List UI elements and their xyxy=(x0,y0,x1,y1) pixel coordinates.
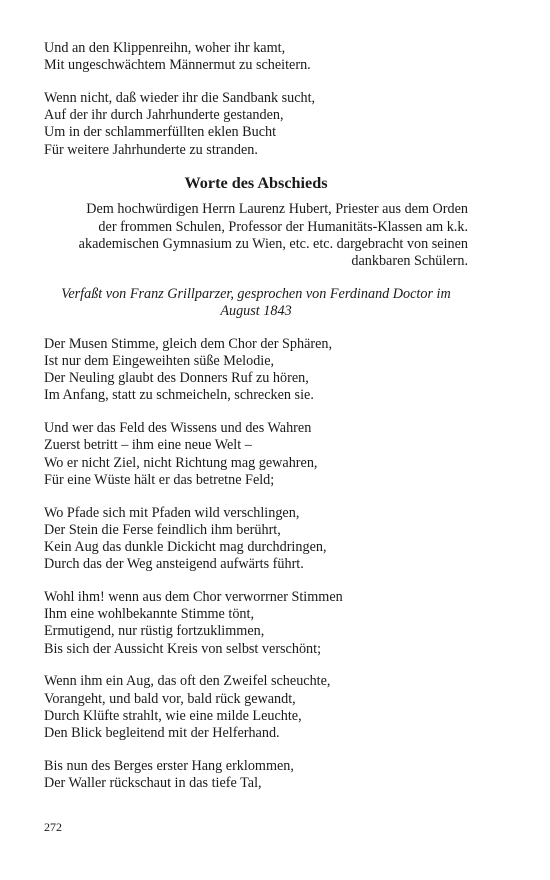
attribution-line: Verfaßt von Franz Grillparzer, gesprochen von Ferdinand Doctor im xyxy=(61,285,451,302)
verse-line: Ist nur dem Eingeweihten süße Melodie, xyxy=(44,353,275,370)
verse-line: Wo Pfade sich mit Pfaden wild verschlingen, xyxy=(44,504,300,521)
verse-line: Durch Klüfte strahlt, wie eine milde Leuchte, xyxy=(44,707,302,724)
dedication-line: Dem hochwürdigen Herrn Laurenz Hubert, Priester aus dem Orden xyxy=(86,201,468,218)
dedication-line: der frommen Schulen, Professor der Humanitäts-Klassen am k.k. xyxy=(98,218,468,235)
verse-line: Zuerst betritt – ihm eine neue Welt – xyxy=(44,437,252,454)
stanza xyxy=(44,589,468,658)
attribution-line: August 1843 xyxy=(220,303,292,320)
verse-line: Mit ungeschwächtem Männermut zu scheitern. xyxy=(44,57,311,74)
verse-line: Ihm eine wohlbekannte Stimme tönt, xyxy=(44,606,255,623)
stanza xyxy=(44,336,468,405)
verse-line: Wohl ihm! wenn aus dem Chor verworrner Stimmen xyxy=(44,589,343,606)
page-body xyxy=(44,40,468,808)
verse-line: Bis sich der Aussicht Kreis von selbst verschönt; xyxy=(44,640,322,657)
verse-line: Wenn nicht, daß wieder ihr die Sandbank sucht, xyxy=(44,90,316,106)
verse-line: Wenn ihm ein Aug, das oft den Zweifel scheuchte, xyxy=(44,673,331,690)
stanza xyxy=(44,90,468,159)
verse-line: Und wer das Feld des Wissens und des Wahren xyxy=(44,420,312,437)
verse-line: Ermutigend, nur rüstig fortzuklimmen, xyxy=(44,623,265,640)
verse-line: Um in der schlammerfüllten eklen Bucht xyxy=(44,124,277,141)
verse-line: Vorangeht, und bald vor, bald rück gewandt, xyxy=(44,690,296,707)
verse-line: Der Waller rückschaut in das tiefe Tal, xyxy=(44,775,262,792)
attribution xyxy=(44,286,468,320)
verse-line: Für eine Wüste hält er das betretne Feld; xyxy=(44,471,275,488)
dedication xyxy=(44,201,468,270)
dedication-line: dankbaren Schülern. xyxy=(351,253,468,270)
verse-line: Der Stein die Ferse feindlich ihm berührt, xyxy=(44,521,281,538)
page-number: 272 xyxy=(44,820,62,834)
verse-line: Auf der ihr durch Jahrhunderte gestanden, xyxy=(44,107,284,124)
verse-line: Der Musen Stimme, gleich dem Chor der Sphären, xyxy=(44,335,333,352)
stanza xyxy=(44,420,468,489)
dedication-line: akademischen Gymnasium zu Wien, etc. etc. dargebracht von seinen xyxy=(78,235,468,252)
verse-line: Den Blick begleitend mit der Helferhand. xyxy=(44,725,280,742)
verse-line: Bis nun des Berges erster Hang erklommen, xyxy=(44,757,294,774)
verse-line: Durch das der Weg ansteigend aufwärts führt. xyxy=(44,556,304,573)
stanza xyxy=(44,40,468,74)
poem-title: Worte des Abschieds xyxy=(184,174,328,193)
verse-line: Und an den Klippenreihn, woher ihr kamt, xyxy=(44,40,286,56)
stanza xyxy=(44,673,468,742)
stanza xyxy=(44,758,468,792)
verse-line: Im Anfang, statt zu schmeicheln, schrecken sie. xyxy=(44,387,314,404)
verse-line: Kein Aug das dunkle Dickicht mag durchdringen, xyxy=(44,539,327,556)
verse-line: Der Neuling glaubt des Donners Ruf zu hören, xyxy=(44,370,309,387)
stanza xyxy=(44,505,468,574)
verse-line: Für weitere Jahrhunderte zu stranden. xyxy=(44,141,258,158)
verse-line: Wo er nicht Ziel, nicht Richtung mag gewahren, xyxy=(44,454,318,471)
